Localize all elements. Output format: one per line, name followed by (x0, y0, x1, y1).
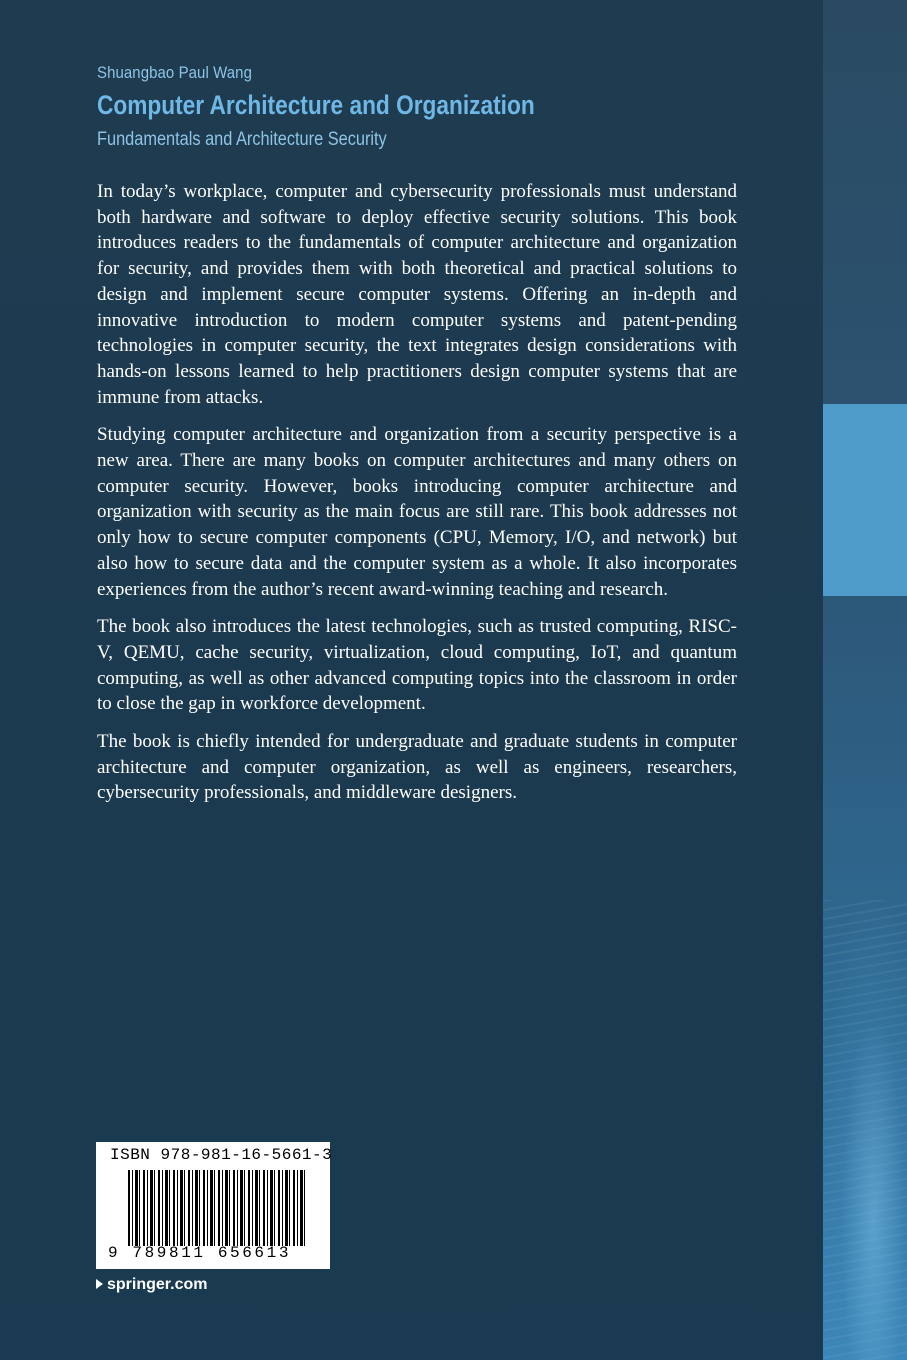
book-title: Computer Architecture and Organization (97, 90, 535, 120)
blurb-paragraph: In today’s workplace, computer and cybersecurity professionals must understand both hardware and software to deploy effective security solutions. This book introduces readers to the fundamentals of computer architecture and organization for security, and provides them with both theoretical and practical solutions to design and implement secure computer systems. Offering an in-depth and innovative introduction to modern computer systems and patent-pending technologies in computer security, the text integrates design considerations with hands-on lessons learned to help practitioners design computer systems that are immune from attacks. (97, 181, 737, 408)
barcode-bars (128, 1170, 308, 1246)
water-texture (823, 900, 907, 1360)
accent-block (823, 404, 907, 596)
author-name: Shuangbao Paul Wang (97, 63, 252, 82)
book-subtitle: Fundamentals and Architecture Security (97, 129, 387, 150)
barcode (96, 1142, 333, 1269)
blurb-paragraph: Studying computer architecture and organization from a security perspective is a new area. There are many books on computer architectures and many others on computer security. However, books introducing computer architecture and organization with security as the main focus are still rare. This book addresses not only how to secure computer components (CPU, Memory, I/O, and network) but also how to secure data and the computer system as a whole. It also incorporates experiences from the author’s recent award-winning teaching and research. (97, 424, 737, 600)
publisher-url: springer.com (107, 1276, 208, 1293)
blurb (97, 179, 737, 818)
barcode-digits: 9 789811 656613 (108, 1244, 292, 1262)
arrow-right-icon (96, 1279, 103, 1289)
blurb-paragraph: The book also introduces the latest technologies, such as trusted computing, RISC-V, QEMU, cache security, virtualization, cloud computing, IoT, and quantum computing, as well as other advanced computing topics into the classroom in order to close the gap in workforce development. (97, 616, 737, 715)
publisher-link[interactable] (96, 1276, 207, 1294)
isbn-label: ISBN 978-981-16-5661-3 (110, 1146, 333, 1164)
blurb-paragraph: The book is chiefly intended for undergraduate and graduate students in computer architecture and computer organization, as well as engineers, researchers, cybersecurity professionals, and middleware designers. (97, 731, 737, 804)
